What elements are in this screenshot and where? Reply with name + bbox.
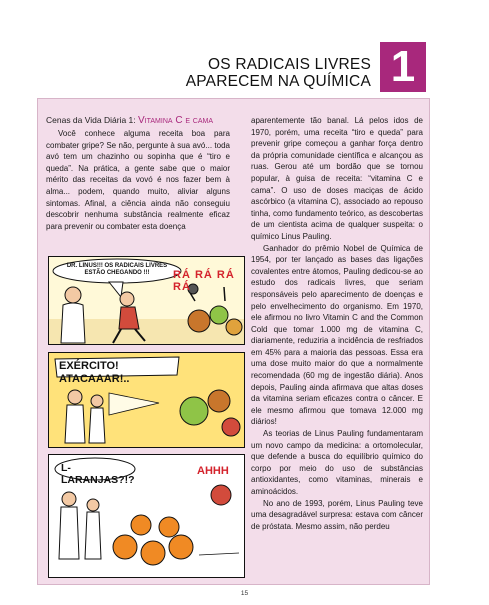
box-heading-prefix: Cenas da Vida Diária 1: — [46, 115, 136, 125]
comic-panel-3 — [48, 454, 245, 578]
chapter-title-line-1: OS RADICAIS LIVRES — [208, 56, 371, 73]
left-column-text — [46, 128, 230, 232]
comic-panel-2 — [48, 352, 245, 448]
comic-panel-2-speech: EXÉRCITO! ATACAAAR!.. — [59, 360, 130, 385]
right-column-text — [251, 115, 423, 532]
comic-panel-1-sound: RÁ RÁ RÁ RÁ — [173, 269, 235, 293]
box-heading-title: Vitamina C e cama — [138, 115, 213, 126]
chapter-title — [186, 56, 371, 90]
right-paragraph-2: Ganhador do prêmio Nobel de Química de 1954, por ter lançado as bases das ligações covalentes entre átomos, Pauling dedicou-se ao estudo dos radicais livres, que seriam responsáveis pelo aparecimento de doenças e pelo envelhecimento do organismo. Em 1970, ele afirmou no livro Vitamin C and the Common Cold que tomar 1.000 mg de vitamina C, diariamente, reduziria a incidência de resfriados em 45% para a maioria das pessoas. Essa era uma dose muito maior do que a normalmente recomendada (60 mg de ingestão diária). Anos depois, Pauling ainda afirmava que altas doses da vitamina seriam eficazes contra o câncer. E ele mesmo afirmou que tomava 12.000 mg diários! — [251, 243, 423, 427]
comic-panel-1-speech: DR. LINUS!!! OS RADICAIS LIVRES ESTÃO CHEGANDO !!! — [66, 263, 168, 276]
chapter-number-badge: 1 — [380, 42, 426, 92]
chapter-title-line-2: APARECEM NA QUÍMICA — [185, 73, 371, 90]
chapter-header — [0, 0, 489, 95]
left-paragraph: Você conhece alguma receita boa para combater gripe? Se não, pergunte à sua avó... toda avó tem um chazinho ou sopinha que é “tiro e queda”. Na prática, a gente sabe que o maior mérito das receitas da vovó é nos fazer bem à alma... podem, quando muito, aliviar alguns sintomas. Afinal, a ciência ainda não conseguiu descobrir nenhuma substância realmente eficaz para prevenir ou combater esta doença — [46, 129, 230, 231]
comic-panel-1 — [48, 256, 245, 345]
right-paragraph-3: As teorias de Linus Pauling fundamentaram um novo campo da medicina: a ortomolecular, que defende a busca do equilíbrio químico do corpo por meio do uso de substâncias antioxidantes, como vitaminas, minerais e aminoácidos. — [251, 429, 423, 496]
right-paragraph-1: aparentemente tão banal. Lá pelos idos de 1970, porém, uma receita “tiro e queda” para prevenir gripe começou a ganhar força dentro da própria comunidade científica e alcançou as ruas. Gerou até um bordão que se tornou popular, à guisa de receita: “vitamina C e cama”. O uso de doses maciças de ácido ascórbico (a vitamina C), associado ao repouso tinha, como fundamento teórico, as descobertas de um cientista acima de qualquer suspeita: o químico Linus Pauling. — [251, 116, 423, 241]
right-paragraph-4: No ano de 1993, porém, Linus Pauling teve uma desagradável surpresa: estava com câncer de próstata. Mesmo assim, não perdeu — [251, 498, 423, 531]
comic-panel-3-speech: L-LARANJAS?!? — [61, 462, 135, 486]
box-heading — [46, 115, 213, 126]
comic-panel-3-sound: AHHH — [197, 465, 229, 477]
page-number: 15 — [240, 590, 249, 597]
